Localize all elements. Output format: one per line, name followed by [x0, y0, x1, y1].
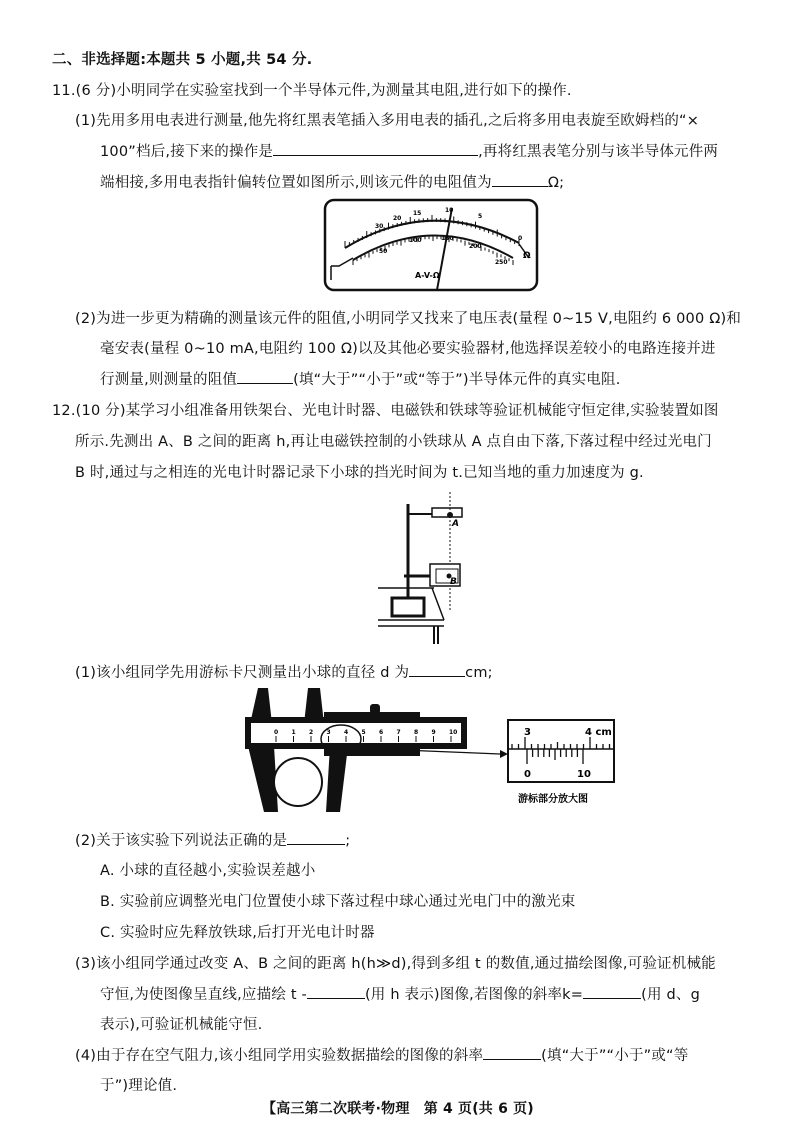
base	[392, 598, 424, 616]
text: 100”档后,接下来的操作是	[100, 144, 274, 160]
main-scale-label: 4	[344, 729, 349, 736]
main-scale-label: 3	[326, 729, 331, 736]
page-footer: 【高三第二次联考·物理 第 4 页(共 6 页)	[262, 1101, 534, 1117]
vernier-caliper-figure	[244, 684, 620, 812]
text: ;	[345, 833, 351, 849]
text: ,再将红黑表笔分别与该半导体元件两	[478, 144, 719, 160]
text: (4)由于存在空气阻力,该小组同学用实验数据描绘的图像的斜率	[75, 1048, 484, 1064]
main-scale-label: 9	[431, 729, 436, 736]
zoom-label: 0	[524, 769, 531, 780]
zoom-label: 10	[577, 769, 591, 780]
text: (用 d、g	[641, 987, 701, 1003]
text: (2)关于该实验下列说法正确的是	[75, 833, 288, 849]
answer-blank[interactable]	[492, 172, 548, 187]
tick-label: 50	[379, 248, 388, 255]
tick-label: 250	[495, 259, 508, 266]
tick-label: 0	[518, 235, 523, 242]
q12-p3-line2	[100, 983, 700, 1004]
label-a: A	[452, 519, 459, 529]
tick-label: 20	[393, 215, 402, 222]
electromagnet	[432, 508, 462, 517]
tick-label: 30	[375, 223, 384, 230]
text: cm;	[465, 665, 493, 681]
multimeter-dial-figure	[323, 198, 539, 292]
tick-label: 15	[413, 210, 422, 217]
answer-blank[interactable]	[287, 830, 345, 845]
answer-blank[interactable]	[237, 369, 293, 384]
q12-stem-line1: 12.(10 分)某学习小组准备用铁架台、光电计时器、电磁铁和铁球等验证机械能守恒定律,实验装置如图	[52, 403, 719, 419]
text: (填“大于”“小于”或“等	[541, 1048, 689, 1064]
main-scale-label: 10	[449, 729, 458, 736]
zoom-label: 4 cm	[585, 727, 612, 738]
text: 端相接,多用电表指针偏转位置如图所示,则该元件的电阻值为	[100, 175, 492, 191]
q11-p2-line2: 毫安表(量程 0~10 mA,电阻约 100 Ω)以及其他必要实验器材,他选择误差较小的电路连接并进	[100, 341, 716, 357]
q12-p1	[75, 661, 493, 682]
answer-blank[interactable]	[483, 1045, 541, 1060]
section-heading: 二、非选择题:本题共 5 小题,共 54 分.	[52, 52, 313, 68]
answer-blank[interactable]	[273, 141, 478, 156]
option-c: C. 实验时应先释放铁球,后打开光电计时器	[100, 925, 375, 941]
q12-p3-line1: (3)该小组同学通过改变 A、B 之间的距离 h(h≫d),得到多组 t 的数值,通过描绘图像,可验证机械能	[75, 956, 716, 972]
q11-p1-line3	[100, 171, 564, 192]
tick-label: 100	[409, 237, 422, 244]
zoom-caption: 游标部分放大图	[518, 794, 588, 805]
zoom-label: 3	[524, 727, 531, 738]
q11-stem: 11.(6 分)小明同学在实验室找到一个半导体元件,为测量其电阻,进行如下的操作.	[52, 83, 572, 99]
answer-blank[interactable]	[307, 984, 365, 999]
dial-label: A-V-Ω	[415, 271, 440, 280]
answer-blank[interactable]	[409, 662, 465, 677]
q11-p1-line2	[100, 140, 718, 161]
tick-label: 10	[445, 207, 454, 214]
text: (1)该小组同学先用游标卡尺测量出小球的直径 d 为	[75, 665, 410, 681]
answer-blank[interactable]	[583, 984, 641, 999]
q12-p2	[75, 829, 350, 850]
q11-p2-line1: (2)为进一步更为精确的测量该元件的阻值,小明同学又找来了电压表(量程 0~15 V,电阻约 6 000 Ω)和	[75, 311, 742, 327]
main-scale-label: 5	[361, 729, 366, 736]
option-b: B. 实验前应调整光电门位置使小球下落过程中球心通过光电门中的激光束	[100, 894, 576, 910]
tick-label: 200	[469, 243, 482, 250]
q11-p2-line3	[100, 368, 621, 389]
text: 行测量,则测量的阻值	[100, 372, 238, 388]
q12-p3-line3: 表示),可验证机械能守恒.	[100, 1017, 263, 1033]
text: (用 h 表示)图像,若图像的斜率k=	[364, 987, 584, 1003]
q11-p1-line1: (1)先用多用电表进行测量,他先将红黑表笔插入多用电表的插孔,之后将多用电表旋至欧姆档的“×	[75, 113, 700, 129]
ohm-symbol: Ω	[523, 251, 531, 261]
q12-p4-line2: 于”)理论值.	[100, 1078, 178, 1094]
text: (填“大于”“小于”或“等于”)半导体元件的真实电阻.	[293, 372, 621, 388]
q12-p4-line1	[75, 1044, 688, 1065]
main-scale-label: 8	[414, 729, 419, 736]
option-a: A. 小球的直径越小,实验误差越小	[100, 863, 316, 879]
apparatus-figure	[372, 492, 472, 652]
tick-label: 5	[478, 213, 483, 220]
tick-label: 150	[441, 235, 454, 242]
main-scale-label: 1	[291, 729, 296, 736]
ball	[274, 758, 322, 806]
text: Ω;	[547, 175, 565, 191]
text: 守恒,为使图像呈直线,应描绘 t -	[100, 987, 307, 1003]
main-scale-label: 2	[309, 729, 314, 736]
q12-stem-line2: 所示.先测出 A、B 之间的距离 h,再让电磁铁控制的小铁球从 A 点自由下落,下落过程中经过光电门	[75, 434, 712, 450]
main-scale-label: 6	[379, 729, 384, 736]
label-b: B	[450, 577, 457, 587]
main-scale-label: 7	[396, 729, 401, 736]
q12-stem-line3: B 时,通过与之相连的光电计时器记录下小球的挡光时间为 t.已知当地的重力加速度为 g.	[75, 465, 644, 481]
main-scale-label: 0	[274, 729, 279, 736]
